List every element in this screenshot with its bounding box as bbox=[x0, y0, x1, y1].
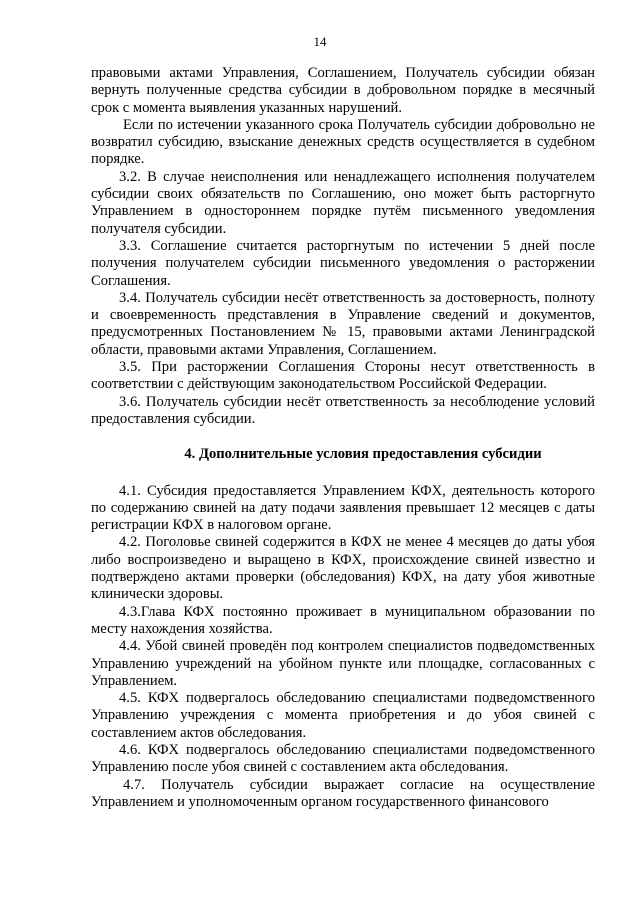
paragraph-3-5: 3.5. При расторжении Соглашения Стороны несут ответственность в соответствии с действующим законодательством Российской Федерации. bbox=[91, 359, 595, 393]
paragraph-4-1: 4.1. Субсидия предоставляется Управлением КФХ, деятельность которого по содержанию свиней на дату подачи заявления превышает 12 месяцев с даты регистрации КФХ в налоговом органе. bbox=[91, 482, 595, 534]
paragraph-4-7: 4.7. Получатель субсидии выражает согласие на осуществление Управлением и уполномоченным органом государственного финансового bbox=[91, 776, 595, 810]
paragraph-3-4: 3.4. Получатель субсидии несёт ответственность за достоверность, полноту и своевременность представления в Управление сведений и документов, предусмотренных Постановлением № 15, правовыми актами Ленинградской области, правовыми актами Управления, Соглашением. bbox=[91, 289, 595, 358]
paragraph-4-5: 4.5. КФХ подвергалось обследованию специалистами подведомственного Управлению учреждения с момента приобретения и до убоя свиней с составлением актов обследования. bbox=[91, 690, 595, 741]
page-number: 14 bbox=[313, 34, 327, 49]
paragraph-4-2: 4.2. Поголовье свиней содержится в КФХ не менее 4 месяцев до даты убоя либо воспроизведено и выращено в КФХ, происхождение свиней известно и подтверждено актами проверки (обследования) КФХ, на дату убоя животные клинически здоровы. bbox=[91, 534, 595, 603]
section-4-heading: 4. Дополнительные условия предоставления субсидии bbox=[184, 446, 542, 463]
document-body bbox=[91, 65, 595, 811]
paragraph-refund-court: Если по истечении указанного срока Получатель субсидии добровольно не возвратил субсидию, взыскание денежных средств осуществляется в судебном порядке. bbox=[91, 116, 595, 168]
paragraph-4-4: 4.4. Убой свиней проведён под контролем специалистов подведомственных Управлению учреждений на убойном пункте или площадке, согласованных с Управлением. bbox=[91, 638, 595, 689]
paragraph-4-6: 4.6. КФХ подвергалось обследованию специалистами подведомственного Управлению после убоя свиней с составлением акта обследования. bbox=[91, 741, 595, 776]
paragraph-4-3: 4.3.Глава КФХ постоянно проживает в муниципальном образовании по месту нахождения хозяйства. bbox=[91, 603, 595, 637]
paragraph-continuation: правовыми актами Управления, Соглашением, Получатель субсидии обязан вернуть полученные средства субсидии в добровольном порядке в месячный срок с момента выявления указанных нарушений. bbox=[91, 65, 595, 116]
paragraph-3-3: 3.3. Соглашение считается расторгнутым по истечении 5 дней после получения получателем субсидии письменного уведомления о расторжении Соглашения. bbox=[91, 237, 595, 289]
paragraph-3-2: 3.2. В случае неисполнения или ненадлежащего исполнения получателем субсидии своих обязательств по Соглашению, оно может быть расторгнуто Управлением в одностороннем порядке путём письменного уведомления получателя субсидии. bbox=[91, 168, 595, 237]
paragraph-3-6: 3.6. Получатель субсидии несёт ответственность за несоблюдение условий предоставления субсидии. bbox=[91, 393, 595, 427]
